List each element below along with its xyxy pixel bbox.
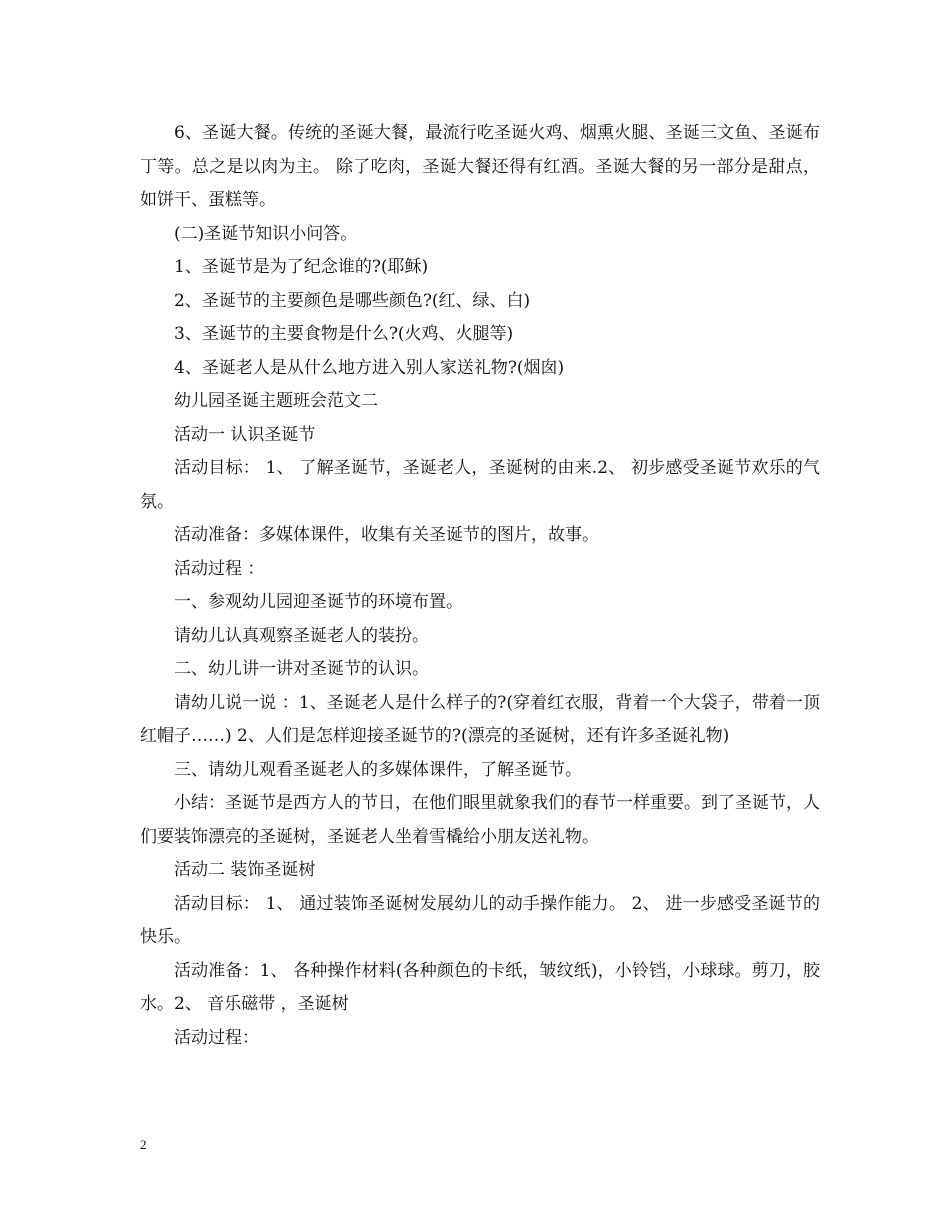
paragraph-summary: 小结：圣诞节是西方人的节日，在他们眼里就象我们的春节一样重要。到了圣诞节，人们要装饰漂亮的圣诞树，圣诞老人坐着雪橇给小朋友送礼物。 [140,793,820,847]
paragraph-activity-two-goals: 活动目标： 1、 通过装饰圣诞树发展幼儿的动手操作能力。 2、 进一步感受圣诞节的快乐。 [140,893,820,947]
paragraph-step-one-detail: 请幼儿认真观察圣诞老人的装扮。 [174,625,429,646]
paragraph-activity-one-title: 活动一 认识圣诞节 [174,424,316,445]
page-number: 2 [140,1137,147,1152]
paragraph-activity-two-process: 活动过程： [174,1027,259,1048]
paragraph-activity-one-goals: 活动目标： 1、 了解圣诞节，圣诞老人，圣诞树的由来.2、 初步感受圣诞节欢乐的气氛。 [140,458,820,512]
paragraph-activity-two-prep: 活动准备：1、 各种操作材料(各种颜色的卡纸，皱纹纸)，小铃铛，小球球。剪刀，胶水。2、 音乐磁带 ，圣诞树 [140,960,820,1014]
paragraph-quiz-q1: 1、圣诞节是为了纪念谁的?(耶稣) [174,257,429,277]
paragraph-christmas-dinner: 6、圣诞大餐。传统的圣诞大餐，最流行吃圣诞火鸡、烟熏火腿、圣诞三文鱼、圣诞布丁等。总之是以肉为主。 除了吃肉，圣诞大餐还得有红酒。圣诞大餐的另一部分是甜点，如饼干、蛋糕等。 [140,123,820,210]
paragraph-step-one: 一、参观幼儿园迎圣诞节的环境布置。 [174,592,463,612]
paragraph-step-three: 三、请幼儿观看圣诞老人的多媒体课件，了解圣诞节。 [174,759,582,780]
paragraph-activity-two-title: 活动二 装饰圣诞树 [174,860,316,880]
paragraph-quiz-q2: 2、圣诞节的主要颜色是哪些颜色?(红、绿、白) [174,290,531,311]
paragraph-step-two: 二、幼儿讲一讲对圣诞节的认识。 [174,659,429,679]
document-body [140,117,820,1055]
paragraph-section-title: 幼儿园圣诞主题班会范文二 [174,391,378,411]
paragraph-quiz-q3: 3、圣诞节的主要食物是什么?(火鸡、火腿等) [174,324,514,344]
paragraph-activity-one-prep: 活动准备：多媒体课件，收集有关圣诞节的图片，故事。 [174,525,599,545]
paragraph-quiz-heading: (二)圣诞节知识小问答。 [174,223,358,244]
paragraph-step-two-detail: 请幼儿说一说 ：1、圣诞老人是什么样子的?(穿着红衣服，背着一个大袋子，带着一顶红帽子……) 2、人们是怎样迎接圣诞节的?(漂亮的圣诞树，还有许多圣诞礼物) [140,692,820,746]
paragraph-quiz-q4: 4、圣诞老人是从什么地方进入别人家送礼物?(烟囱) [174,357,565,378]
paragraph-activity-one-process: 活动过程 ： [174,558,265,579]
